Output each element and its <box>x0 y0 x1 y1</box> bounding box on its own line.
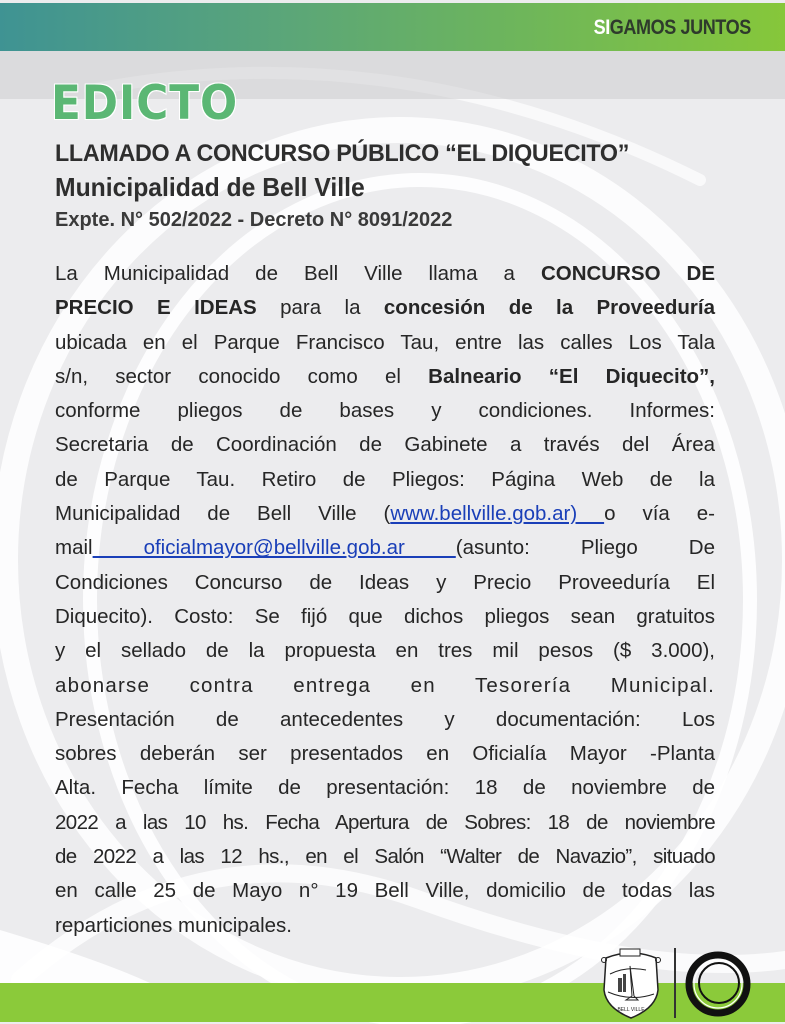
bold-text: concesión de la Proveeduría <box>383 296 716 320</box>
text: para la <box>256 296 384 320</box>
text: La Municipalidad de Bell Ville llama a <box>55 262 541 285</box>
body-line: reparticiones municipales. <box>55 913 293 937</box>
body-line: Condiciones Concurso de Ideas y Precio Proveeduría El <box>55 570 715 594</box>
svg-text:BELL VILLE: BELL VILLE <box>617 1007 645 1013</box>
website-link[interactable]: www.bellville.gob.ar) <box>390 502 605 526</box>
bold-text: Balneario “El Diquecito” <box>428 364 710 388</box>
document-reference: Expte. N° 502/2022 - Decreto N° 8091/2022 <box>55 209 453 231</box>
text: s/n, sector conocido como el <box>55 364 429 388</box>
body-line: de Parque Tau. Retiro de Pliegos: Página Web de la <box>55 467 715 491</box>
document-issuer: Municipalidad de Bell Ville <box>55 172 365 202</box>
body-line: sobres deberán ser presentados en Oficialía Mayor -Planta <box>55 742 715 766</box>
body-line <box>55 291 715 325</box>
body-line: Presentación de antecedentes y documentación: Los <box>55 707 715 731</box>
bold-text: CONCURSO DE <box>540 262 716 285</box>
document-title: LLAMADO A CONCURSO PÚBLICO “EL DIQUECITO” <box>55 140 630 167</box>
footer-logos <box>596 944 756 1022</box>
body-line <box>55 257 715 291</box>
text: Municipalidad de Bell Ville ( <box>55 502 391 526</box>
body-line: en calle 25 de Mayo n° 19 Bell Ville, domicilio de todas las <box>55 879 715 903</box>
logo-divider <box>674 948 676 1018</box>
body-line: Secretaria de Coordinación de Gabinete a través del Área <box>55 433 715 457</box>
body-line: abonarse contra entrega en Tesorería Municipal. <box>55 673 715 697</box>
document-label: EDICTO <box>51 76 239 131</box>
text: o vía e- <box>604 502 715 526</box>
municipal-crest-icon <box>596 944 666 1022</box>
bold-text: PRECIO E IDEAS <box>55 296 257 320</box>
text: , <box>709 364 715 388</box>
body-line: de 2022 a las 12 hs., en el Salón “Walter de Navazio”, situado <box>55 845 715 869</box>
body-line <box>55 360 715 394</box>
ring-logo-icon <box>682 948 754 1020</box>
slogan-highlight: SI <box>593 16 610 39</box>
email-link[interactable]: oficialmayor@bellville.gob.ar <box>92 536 456 560</box>
body-line: ubicada en el Parque Francisco Tau, entre las calles Los Tala <box>55 330 715 354</box>
body-line: conforme pliegos de bases y condiciones. Informes: <box>55 399 715 423</box>
document-body <box>55 257 715 943</box>
slogan-rest: GAMOS JUNTOS <box>609 16 751 39</box>
body-line: 2022 a las 10 hs. Fecha Apertura de Sobres: 18 de noviembre <box>55 810 715 834</box>
body-line: Alta. Fecha límite de presentación: 18 de noviembre de <box>55 776 715 800</box>
body-line <box>55 531 715 565</box>
body-line <box>55 497 715 531</box>
body-line: Diquecito). Costo: Se fijó que dichos pliegos sean gratuitos <box>55 604 715 628</box>
body-line: y el sellado de la propuesta en tres mil pesos ($ 3.000), <box>55 639 715 663</box>
text: mail <box>55 536 93 560</box>
text: (asunto: Pliego De <box>455 536 715 560</box>
